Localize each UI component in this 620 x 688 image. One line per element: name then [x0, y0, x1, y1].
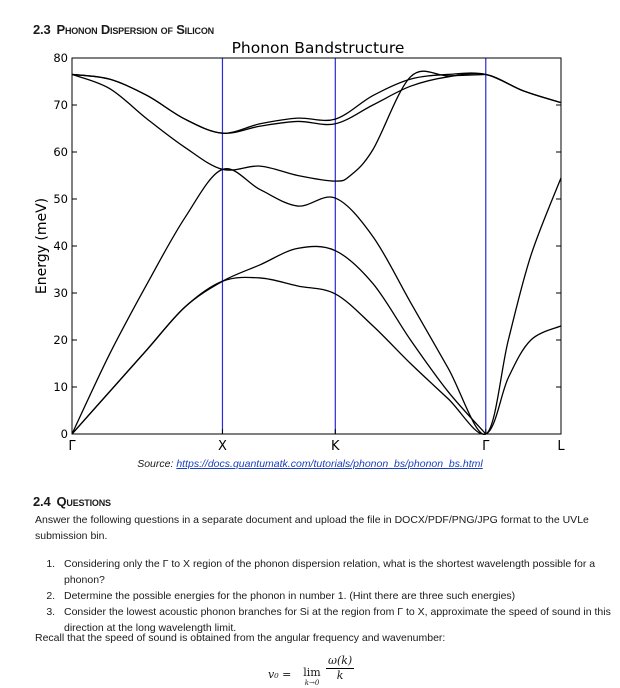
y-tick-label-8: 80: [53, 51, 68, 65]
section-number-2: 2.4: [33, 494, 51, 509]
series-line-1: [72, 277, 561, 434]
x-tick-label-2: K: [331, 439, 340, 454]
y-tick-label-3: 30: [53, 286, 68, 300]
question-item-1: 1. Considering only the Γ to X region of the phonon dispersion relation, what is the shortest wavelength possible for a phonon?: [58, 556, 613, 588]
y-tick-label-7: 70: [53, 98, 68, 112]
formula-lim-text: lim: [303, 666, 321, 679]
chart-svg: [0, 30, 620, 470]
formula-lim-subscript: k→0: [304, 679, 320, 687]
y-tick-label-1: 10: [53, 380, 68, 394]
x-tick-label-1: X: [218, 439, 227, 454]
questions-list: [35, 556, 613, 636]
y-tick-label-2: 20: [53, 333, 68, 347]
y-tick-label-4: 40: [53, 239, 68, 253]
formula-denominator: k: [336, 669, 344, 682]
section-title-2: Questions: [56, 494, 111, 509]
source-link[interactable]: https://docs.quantumatk.com/tutorials/phonon_bs/phonon_bs.html: [176, 458, 483, 470]
formula-numerator: ω(k): [328, 654, 353, 667]
y-tick-label-0: 0: [60, 427, 68, 441]
x-tick-label-4: L: [557, 439, 565, 454]
section-title: Phonon Dispersion of Silicon: [56, 22, 214, 37]
instructions-paragraph: Answer the following questions in a separate document and upload the file in DOCX/PDF/PNG/JPG format to the UVLe submission bin.: [35, 514, 589, 542]
series-line-2: [72, 246, 486, 434]
chart-marks: [72, 58, 561, 434]
recall-text: Recall that the speed of sound is obtained from the angular frequency and wavenumber:: [35, 632, 446, 644]
series-line-4: [72, 71, 486, 181]
axes-frame: [72, 58, 561, 434]
source-prefix: Source:: [137, 458, 177, 470]
series-line-6: [72, 73, 561, 133]
x-tick-label-3: Γ: [482, 439, 490, 454]
question-item-3: 3. Consider the lowest acoustic phonon branches for Si at the region from Γ to X, approximate the speed of sound in this direction at the long wavelength limit.: [58, 604, 613, 636]
series-line-5: [72, 74, 561, 134]
chart-title: Phonon Bandstructure: [231, 39, 405, 57]
formula-limit: [300, 666, 324, 687]
section-heading-questions: [33, 494, 111, 509]
question-item-2: 2. Determine the possible energies for the phonon in number 1. (Hint there are three such energies): [58, 588, 613, 604]
formula-lhs: v₀ =: [268, 668, 292, 681]
section-number: 2.3: [33, 22, 51, 37]
source-citation: [0, 458, 620, 470]
chart-ticks: [53, 51, 565, 454]
series-line-3: [72, 169, 561, 435]
x-tick-label-0: Γ: [68, 439, 76, 454]
y-axis-label: Energy (meV): [34, 197, 50, 295]
formula-fraction: [326, 654, 354, 683]
y-tick-label-5: 50: [53, 192, 68, 206]
phonon-bandstructure-chart: [0, 30, 620, 470]
y-tick-label-6: 60: [53, 145, 68, 159]
